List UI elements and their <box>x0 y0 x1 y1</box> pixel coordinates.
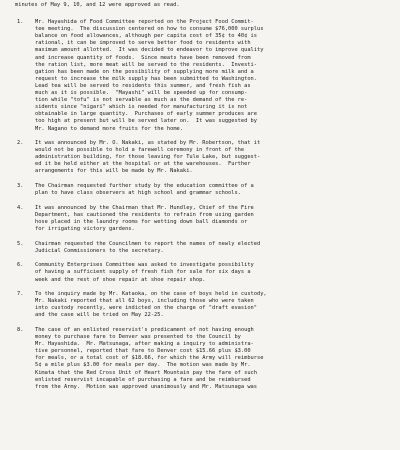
item-body <box>35 327 386 391</box>
item-text-line: Mr. Hayashida. Mr. Matsunaga, after making a inquiry to administra- <box>35 341 254 348</box>
item-body <box>35 140 386 175</box>
item-number: 5. <box>17 240 24 247</box>
minutes-item <box>13 19 386 133</box>
item-text-line: would not be possible to hold a farewell ceremony in front of the <box>35 147 245 154</box>
item-number: 4. <box>17 204 24 211</box>
item-spacer <box>13 197 386 205</box>
item-text-line: much as it is possible. "Mayashi" will be speeded up for consump- <box>35 90 248 97</box>
minutes-item <box>13 262 386 283</box>
item-text-line: tion while "tofu" is not servable as much as the demand of the re- <box>35 97 248 104</box>
item-body <box>35 262 386 283</box>
item-body <box>35 291 386 319</box>
item-text-line: the ration list, more meat will be served to the residents. Investi- <box>35 61 257 68</box>
item-text-line: of having a sufficient supply of fresh fish for sale for six days a <box>35 269 251 276</box>
item-spacer <box>13 233 386 241</box>
item-text-line: The case of an enlisted reservist's predicament of not having enough <box>35 326 254 333</box>
item-text-line: balance on food allowances, although per capita cost of 35¢ to 40¢ is <box>35 33 257 40</box>
item-text-line: and the case will be tried on May 22-25. <box>35 312 164 319</box>
item-text-line: tee meeting. The discussion centered on how to consume $76,000 surplus <box>35 26 264 33</box>
item-text-line: Mr. Nagano to demand more fruits for the home. <box>35 125 183 132</box>
item-text-line: Kimata that the Red Cross Unit of Heart Mountain pay the fare of such <box>35 369 257 376</box>
item-text-line: 5¢ a mile plus $3.00 for meals per day. The motion was made by Mr. <box>35 362 251 369</box>
item-text-line: for irrigating victory gardens. <box>35 226 135 233</box>
item-text-line: rational, it can be improved to serve better food to residents with <box>35 40 251 47</box>
item-text-line: arrangements for this will be made by Mr. Nakaki. <box>35 168 193 175</box>
item-text-line: money to purchase fare to Denver was presented to the Council by <box>35 334 241 341</box>
item-text-line: for meals, or a total cost of $18.66, for which the Army will reimburse <box>35 355 264 362</box>
item-text-line: administration building, for those leaving for Tule Lake, but suggest- <box>35 154 261 161</box>
item-text-line: Department, has cautioned the residents to refrain from using garden <box>35 211 254 218</box>
item-number: 3. <box>17 183 24 190</box>
item-text-line: The Chairman requested further study by the education committee of a <box>35 183 254 190</box>
item-text-line: ed it be held either at the hospital or at the warehouses. Further <box>35 161 251 168</box>
item-text-line: Mr. Nakaki reported that all 62 boys, including those who were taken <box>35 298 254 305</box>
minutes-items <box>13 19 386 391</box>
item-text-line: gation has been made on the possibility of supplying more milk and a <box>35 68 254 75</box>
minutes-item <box>13 140 386 175</box>
item-text-line: obtainable in large quantity. Purchases of early summer produces are <box>35 111 257 118</box>
item-number: 7. <box>17 291 24 298</box>
item-text-line: week and the rest of shoe repair at shoe repair shop. <box>35 276 206 283</box>
item-text-line: Judicial Commissioners to the secretary. <box>35 247 164 254</box>
item-number: 1. <box>17 19 24 26</box>
item-text-line: Community Enterprises Committee was asked to investigate possibility <box>35 262 254 269</box>
item-body <box>35 183 386 197</box>
item-text-line: tive personnel, reported that fare to Denver cost $15.66 plus $3.00 <box>35 348 251 355</box>
minutes-item <box>13 241 386 255</box>
item-body <box>35 205 386 233</box>
item-text-line: request to increase the milk supply has been submitted to Washington. <box>35 75 257 82</box>
item-spacer <box>13 133 386 141</box>
item-text-line: too high at present but will be served later on. It was suggested by <box>35 118 257 125</box>
item-text-line: enlisted reservist incapable of purchasing a fare and be reimbursed <box>35 376 251 383</box>
item-text-line: and increase quantity of foods. Since meats have been removed from <box>35 54 251 61</box>
minutes-item <box>13 327 386 391</box>
item-text-line: sidents since "nigari" which is needed for manufacturing it is not <box>35 104 248 111</box>
item-text-line: It was announced by Mr. O. Nakaki, as stated by Mr. Robertson, that it <box>35 140 261 147</box>
item-spacer <box>13 319 386 327</box>
item-number: 6. <box>17 262 24 269</box>
item-text-line: Mr. Hayashida of Food Committee reported on the Project Food Commit- <box>35 19 254 26</box>
item-text-line: hose placed in the laundry rooms for wetting down ball diamonds or <box>35 218 248 225</box>
item-text-line: Lead tea will be served to residents this summer, and fresh fish as <box>35 82 251 89</box>
item-number: 2. <box>17 140 24 147</box>
minutes-item <box>13 183 386 197</box>
item-text-line: To the inquiry made by Mr. Kataoka, on the case of boys held in custody, <box>35 291 267 298</box>
item-text-line: maximum amount allotted. It was decided to endeavor to improve quality <box>35 47 264 54</box>
item-spacer <box>13 284 386 292</box>
item-spacer <box>13 255 386 263</box>
item-text-line: It was announced by the Chairman that Mr. Hundley, Chief of the Fire <box>35 204 254 211</box>
minutes-item <box>13 291 386 319</box>
item-text-line: Chairman requested the Councilmen to report the names of newly elected <box>35 240 261 247</box>
item-text-line: into custody recently, were indicted on the charge of "draft evasion" <box>35 305 257 312</box>
minutes-item <box>13 205 386 233</box>
item-body <box>35 19 386 133</box>
item-body <box>35 241 386 255</box>
item-text-line: plan to have class observers at high school and grammar schools. <box>35 190 241 197</box>
intro-line: minutes of May 9, 10, and 12 were approved as read. <box>15 2 180 8</box>
item-number: 8. <box>17 326 24 333</box>
item-spacer <box>13 176 386 184</box>
item-text-line: from the Army. Motion was approved unanimously and Mr. Matsunaga was <box>35 383 257 390</box>
